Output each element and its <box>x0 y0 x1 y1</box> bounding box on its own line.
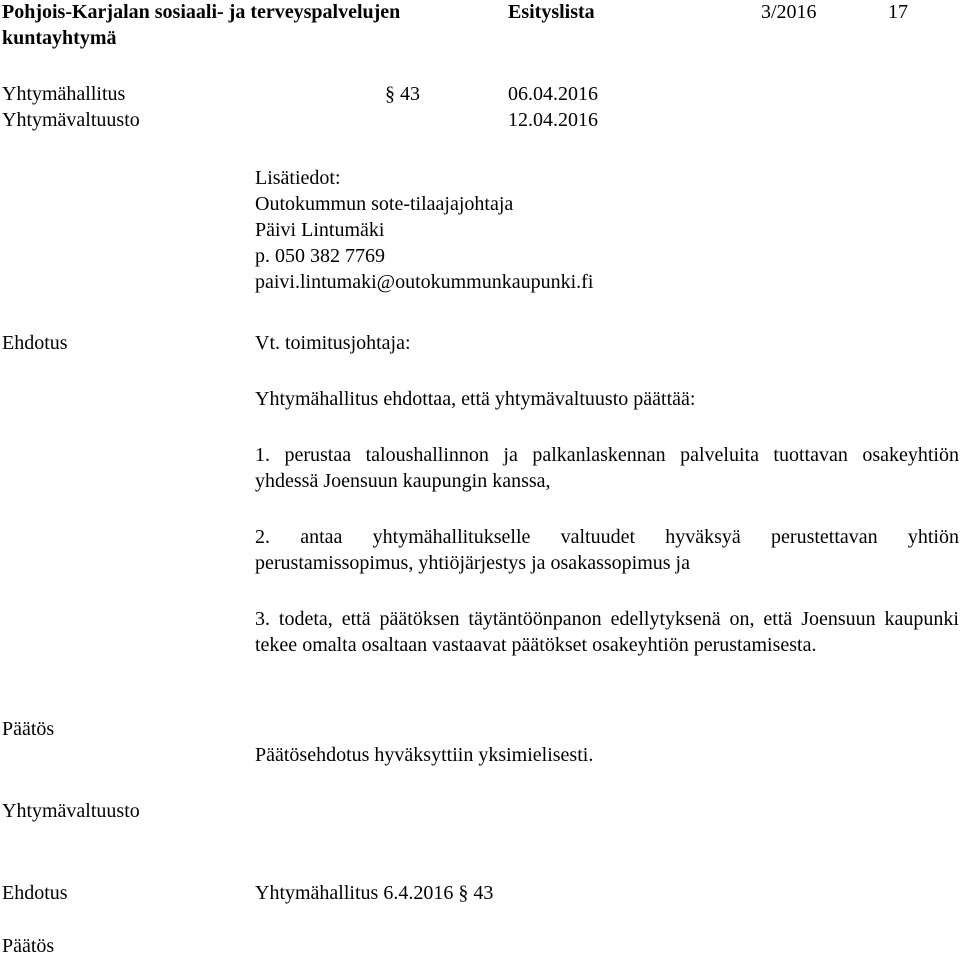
proposal-intro: Yhtymähallitus ehdottaa, että yhtymävaltuusto päättää: <box>255 388 696 410</box>
proposal-item: 2. antaa yhtymähallitukselle valtuudet hyväksyä perustettavan yhtiön perustamissopimus, yhtiöjärjestys ja osakassopimus ja <box>255 526 959 574</box>
section-value: 43 <box>400 83 420 105</box>
document-number: 3/2016 <box>761 1 817 23</box>
proposal-item: 1. perustaa taloushallinnon ja palkanlaskennan palveluita tuottavan osakeyhtiön yhdessä Joensuun kaupungin kanssa, <box>255 444 959 492</box>
contact-title: Outokummun sote-tilaajajohtaja <box>255 193 514 215</box>
proposal-item: 3. todeta, että päätöksen täytäntöönpanon edellytyksenä on, että Joensuun kaupunki tekee omalta osaltaan vastaavat päätökset osakeyhtiön perustamisesta. <box>255 608 959 656</box>
council-proposal-label: Ehdotus <box>2 882 68 904</box>
meeting-body: Yhtymähallitus <box>2 83 126 105</box>
proposal-label: Ehdotus <box>2 332 68 354</box>
meeting-date: 12.04.2016 <box>508 109 598 131</box>
organization-name-line1: Pohjois-Karjalan sosiaali- ja terveyspalvelujen <box>2 1 401 23</box>
section-symbol: § <box>458 882 469 904</box>
organization-name-line2: kuntayhtymä <box>2 27 117 49</box>
meeting-date: 06.04.2016 <box>508 83 598 105</box>
council-decision-label: Päätös <box>2 935 55 957</box>
contact-email: paivi.lintumaki@outokummunkaupunki.fi <box>255 271 594 293</box>
meeting-body: Yhtymävaltuusto <box>2 109 140 131</box>
section-value: 43 <box>473 882 494 904</box>
council-heading: Yhtymävaltuusto <box>2 800 140 822</box>
document-type: Esityslista <box>508 1 595 23</box>
contact-heading: Lisätiedot: <box>255 167 341 189</box>
section-number <box>385 81 420 107</box>
contact-info <box>255 165 593 295</box>
council-proposal-reference: Yhtymähallitus 6.4.2016 <box>255 882 454 904</box>
contact-name: Päivi Lintumäki <box>255 219 385 241</box>
decision-text: Päätösehdotus hyväksyttiin yksimielisesti. <box>255 744 594 766</box>
council-proposal-text <box>255 880 493 906</box>
contact-phone: p. 050 382 7769 <box>255 245 385 267</box>
page-number: 17 <box>888 1 908 23</box>
proposal-presenter: Vt. toimitusjohtaja: <box>255 332 411 354</box>
section-symbol: § <box>385 83 395 105</box>
decision-label: Päätös <box>2 718 55 740</box>
